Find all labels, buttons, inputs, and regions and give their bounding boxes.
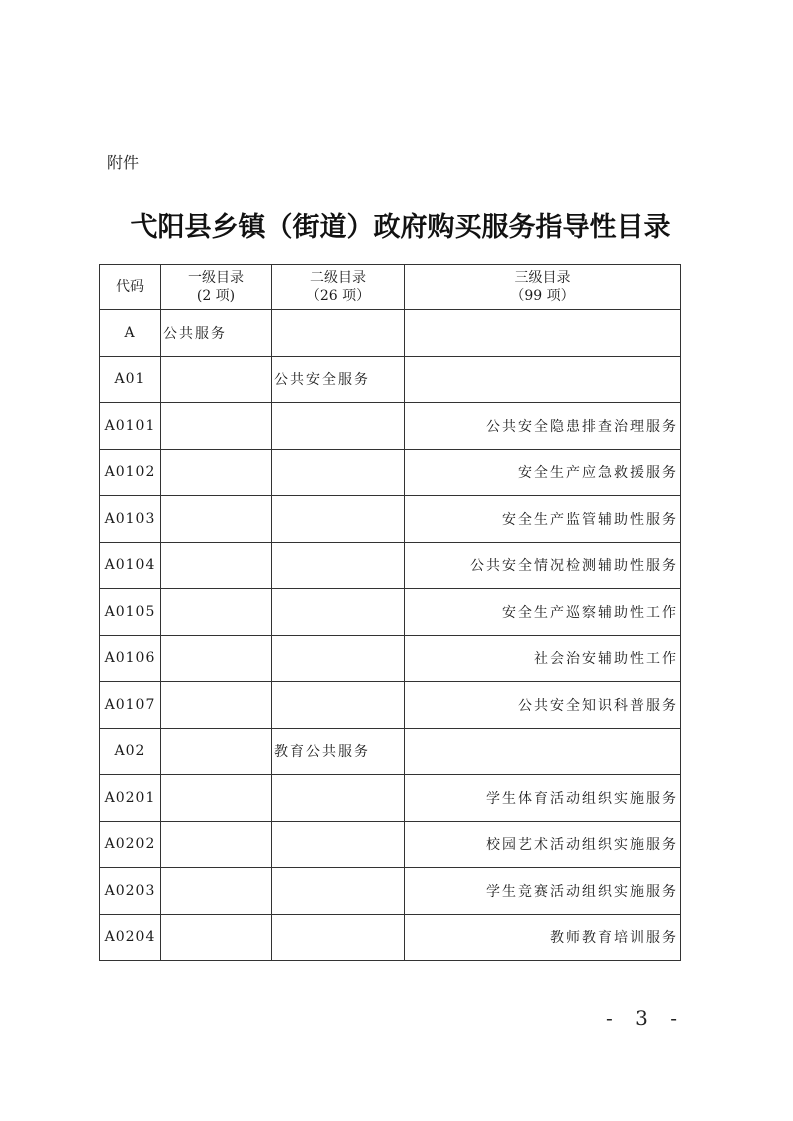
level2-cell [272, 310, 405, 357]
table-row [100, 868, 681, 915]
level2-cell: 公共安全服务 [272, 356, 405, 403]
level1-cell [161, 914, 272, 961]
table-row [100, 403, 681, 450]
level2-cell [272, 868, 405, 915]
level1-cell [161, 589, 272, 636]
level2-cell [272, 775, 405, 822]
code-cell: A0202 [100, 821, 161, 868]
level2-cell: 教育公共服务 [272, 728, 405, 775]
table-row [100, 821, 681, 868]
level1-cell [161, 356, 272, 403]
level1-cell [161, 496, 272, 543]
level3-cell: 校园艺术活动组织实施服务 [405, 821, 681, 868]
level1-cell [161, 682, 272, 729]
level1-cell [161, 635, 272, 682]
table-row [100, 914, 681, 961]
level3-cell: 安全生产巡察辅助性工作 [405, 589, 681, 636]
catalog-table [99, 264, 681, 961]
level2-cell [272, 403, 405, 450]
table-row [100, 356, 681, 403]
page-number: - 3 - [606, 1006, 685, 1030]
level3-cell [405, 356, 681, 403]
code-cell: A0105 [100, 589, 161, 636]
level3-cell: 学生竞赛活动组织实施服务 [405, 868, 681, 915]
level2-cell [272, 496, 405, 543]
level3-cell: 教师教育培训服务 [405, 914, 681, 961]
document-title: 弋阳县乡镇（街道）政府购买服务指导性目录 [130, 212, 671, 243]
code-cell: A0104 [100, 542, 161, 589]
level1-cell [161, 728, 272, 775]
code-cell: A01 [100, 356, 161, 403]
table-row [100, 310, 681, 357]
code-cell: A0107 [100, 682, 161, 729]
table-row [100, 589, 681, 636]
header-code: 代码 [100, 265, 161, 310]
table-row [100, 542, 681, 589]
level2-cell [272, 914, 405, 961]
level3-cell: 公共安全知识科普服务 [405, 682, 681, 729]
table-row [100, 449, 681, 496]
level3-cell: 学生体育活动组织实施服务 [405, 775, 681, 822]
level3-cell: 公共安全情况检测辅助性服务 [405, 542, 681, 589]
code-cell: A0101 [100, 403, 161, 450]
header-row [100, 265, 681, 310]
level1-cell: 公共服务 [161, 310, 272, 357]
level1-cell [161, 403, 272, 450]
attachment-label: 附件 [107, 153, 140, 172]
level2-cell [272, 635, 405, 682]
level1-cell [161, 775, 272, 822]
level2-cell [272, 542, 405, 589]
table-row [100, 496, 681, 543]
code-cell: A0102 [100, 449, 161, 496]
level2-cell [272, 682, 405, 729]
table-row [100, 775, 681, 822]
level3-cell: 安全生产应急救援服务 [405, 449, 681, 496]
code-cell: A0103 [100, 496, 161, 543]
header-level2: 二级目录 （26 项） [272, 265, 405, 310]
level3-cell: 社会治安辅助性工作 [405, 635, 681, 682]
catalog-table-body [100, 310, 681, 961]
level1-cell [161, 821, 272, 868]
table-row [100, 682, 681, 729]
level1-cell [161, 542, 272, 589]
code-cell: A02 [100, 728, 161, 775]
level1-cell [161, 868, 272, 915]
code-cell: A0201 [100, 775, 161, 822]
code-cell: A0204 [100, 914, 161, 961]
table-row [100, 635, 681, 682]
header-level3: 三级目录 （99 项） [405, 265, 681, 310]
level3-cell: 安全生产监管辅助性服务 [405, 496, 681, 543]
level2-cell [272, 589, 405, 636]
code-cell: A0106 [100, 635, 161, 682]
level2-cell [272, 821, 405, 868]
level3-cell [405, 310, 681, 357]
level3-cell [405, 728, 681, 775]
level3-cell: 公共安全隐患排查治理服务 [405, 403, 681, 450]
code-cell: A [100, 310, 161, 357]
catalog-table-header [100, 265, 681, 310]
level2-cell [272, 449, 405, 496]
table-row [100, 728, 681, 775]
level1-cell [161, 449, 272, 496]
code-cell: A0203 [100, 868, 161, 915]
header-level1: 一级目录 (2 项) [161, 265, 272, 310]
